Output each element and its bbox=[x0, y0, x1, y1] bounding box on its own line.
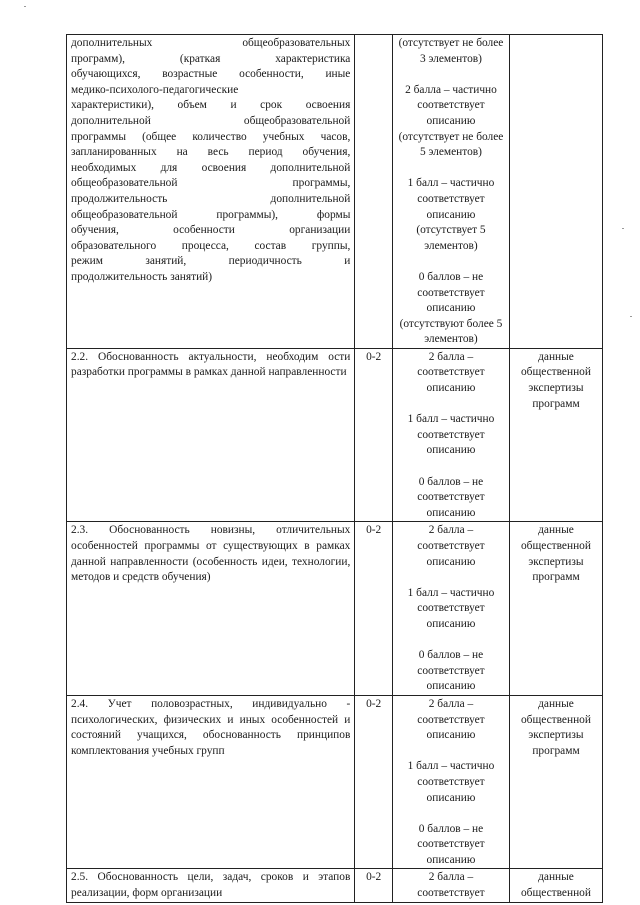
scoring-option: 1 балл – частично соответствует описанию bbox=[407, 760, 495, 804]
scoring-option: 2 балла – соответствует описанию bbox=[417, 524, 485, 568]
scoring-option: 1 балл – частично соответствует описанию bbox=[407, 586, 495, 630]
scoring-option: 2 балла – частично соответствует описанию (отсутствует не более 5 элементов) bbox=[398, 83, 504, 159]
table-row bbox=[67, 348, 603, 522]
scoring-option: 0 баллов – не соответствует описанию bbox=[417, 649, 485, 693]
points-cell bbox=[355, 35, 393, 349]
points-cell: 0-2 bbox=[355, 869, 393, 903]
scoring-cell bbox=[392, 695, 509, 869]
criterion-line: характеристики), объем и срок освоения bbox=[71, 99, 351, 112]
scoring-cell bbox=[392, 522, 509, 696]
criterion-line: продолжительность дополнительной bbox=[71, 192, 351, 205]
criterion-line: образовательного процесса, состав группы, bbox=[71, 239, 351, 252]
source-cell: данные общественной экспертизы программ bbox=[509, 522, 602, 696]
source-cell bbox=[509, 35, 602, 349]
scoring-cell bbox=[392, 35, 509, 349]
criterion-cell bbox=[67, 35, 355, 349]
criterion-line: общеобразовательной программы), формы bbox=[71, 208, 351, 221]
criterion-line: общеобразовательной программы, bbox=[71, 177, 351, 190]
source-cell: данные общественной экспертизы программ bbox=[509, 348, 602, 522]
criterion-line: медико-психолого-педагогические bbox=[71, 83, 239, 96]
criterion-cell bbox=[67, 869, 355, 903]
criteria-table bbox=[66, 34, 603, 903]
scoring-option: 2 балла – соответствует описанию bbox=[417, 697, 485, 742]
points-cell: 0-2 bbox=[355, 695, 393, 869]
scoring-cell bbox=[392, 348, 509, 522]
points-cell: 0-2 bbox=[355, 348, 393, 522]
criterion-line: обучения, особенности организации bbox=[71, 224, 351, 237]
criterion-line: дополнительной общеобразовательной bbox=[71, 114, 351, 127]
criterion-line: программ), (краткая характеристика bbox=[71, 52, 351, 65]
scoring-option: 1 балл – частично соответствует описанию bbox=[407, 413, 495, 457]
source-cell: данные общественной bbox=[509, 869, 602, 903]
scoring-option: (отсутствует не более 3 элементов) bbox=[398, 37, 504, 65]
criterion-line: программы (общее количество учебных часов, bbox=[71, 130, 351, 143]
scoring-option: 2 балла – соответствует bbox=[417, 871, 485, 900]
table-row bbox=[67, 695, 603, 869]
scoring-option: 0 баллов – не соответствует описанию bbox=[417, 822, 485, 866]
scoring-option: 0 баллов – не соответствует описанию bbox=[417, 475, 485, 519]
scan-speck bbox=[24, 6, 26, 7]
scan-speck bbox=[630, 316, 632, 317]
criterion-line: продолжительность занятий) bbox=[71, 270, 213, 283]
table-row bbox=[67, 869, 603, 903]
table-row bbox=[67, 522, 603, 696]
criterion-line: запланированных на весь период обучения, bbox=[71, 146, 351, 159]
criterion-cell bbox=[67, 522, 355, 696]
source-cell: данные общественной экспертизы программ bbox=[509, 695, 602, 869]
criterion-text: 2.2. Обоснованность актуальности, необходим ости разработки программы в рамках данной направленности bbox=[71, 350, 354, 379]
scoring-option: 2 балла – соответствует описанию bbox=[417, 350, 485, 395]
criterion-cell bbox=[67, 348, 355, 522]
scan-speck bbox=[622, 228, 624, 229]
scoring-cell bbox=[392, 869, 509, 903]
criterion-line: дополнительных общеобразовательных bbox=[71, 37, 351, 49]
criterion-text: 2.4. Учет половозрастных, индивидуально - психологических, физических и иных особенностей и состояний учащихся, обоснованность принципов комплектования учебных групп bbox=[71, 697, 354, 757]
criterion-line: обучающихся, возрастные особенности, иные bbox=[71, 68, 351, 81]
criterion-cell bbox=[67, 695, 355, 869]
table-row bbox=[67, 35, 603, 349]
criterion-text: 2.3. Обоснованность новизны, отличительных особенностей программы от существующих в рамках данной направленности (особенность идеи, технологии, методов и средств обучения) bbox=[71, 524, 354, 584]
criterion-text: 2.5. Обоснованность цели, задач, сроков и этапов реализации, форм организации bbox=[71, 871, 354, 900]
criterion-line: необходимых для освоения дополнительной bbox=[71, 161, 351, 174]
scoring-option: 0 баллов – не соответствует описанию (отсутствуют более 5 элементов) bbox=[399, 270, 503, 346]
points-cell: 0-2 bbox=[355, 522, 393, 696]
criterion-line: режим занятий, периодичность и bbox=[71, 255, 351, 268]
scoring-option: 1 балл – частично соответствует описанию (отсутствует 5 элементов) bbox=[407, 177, 495, 252]
